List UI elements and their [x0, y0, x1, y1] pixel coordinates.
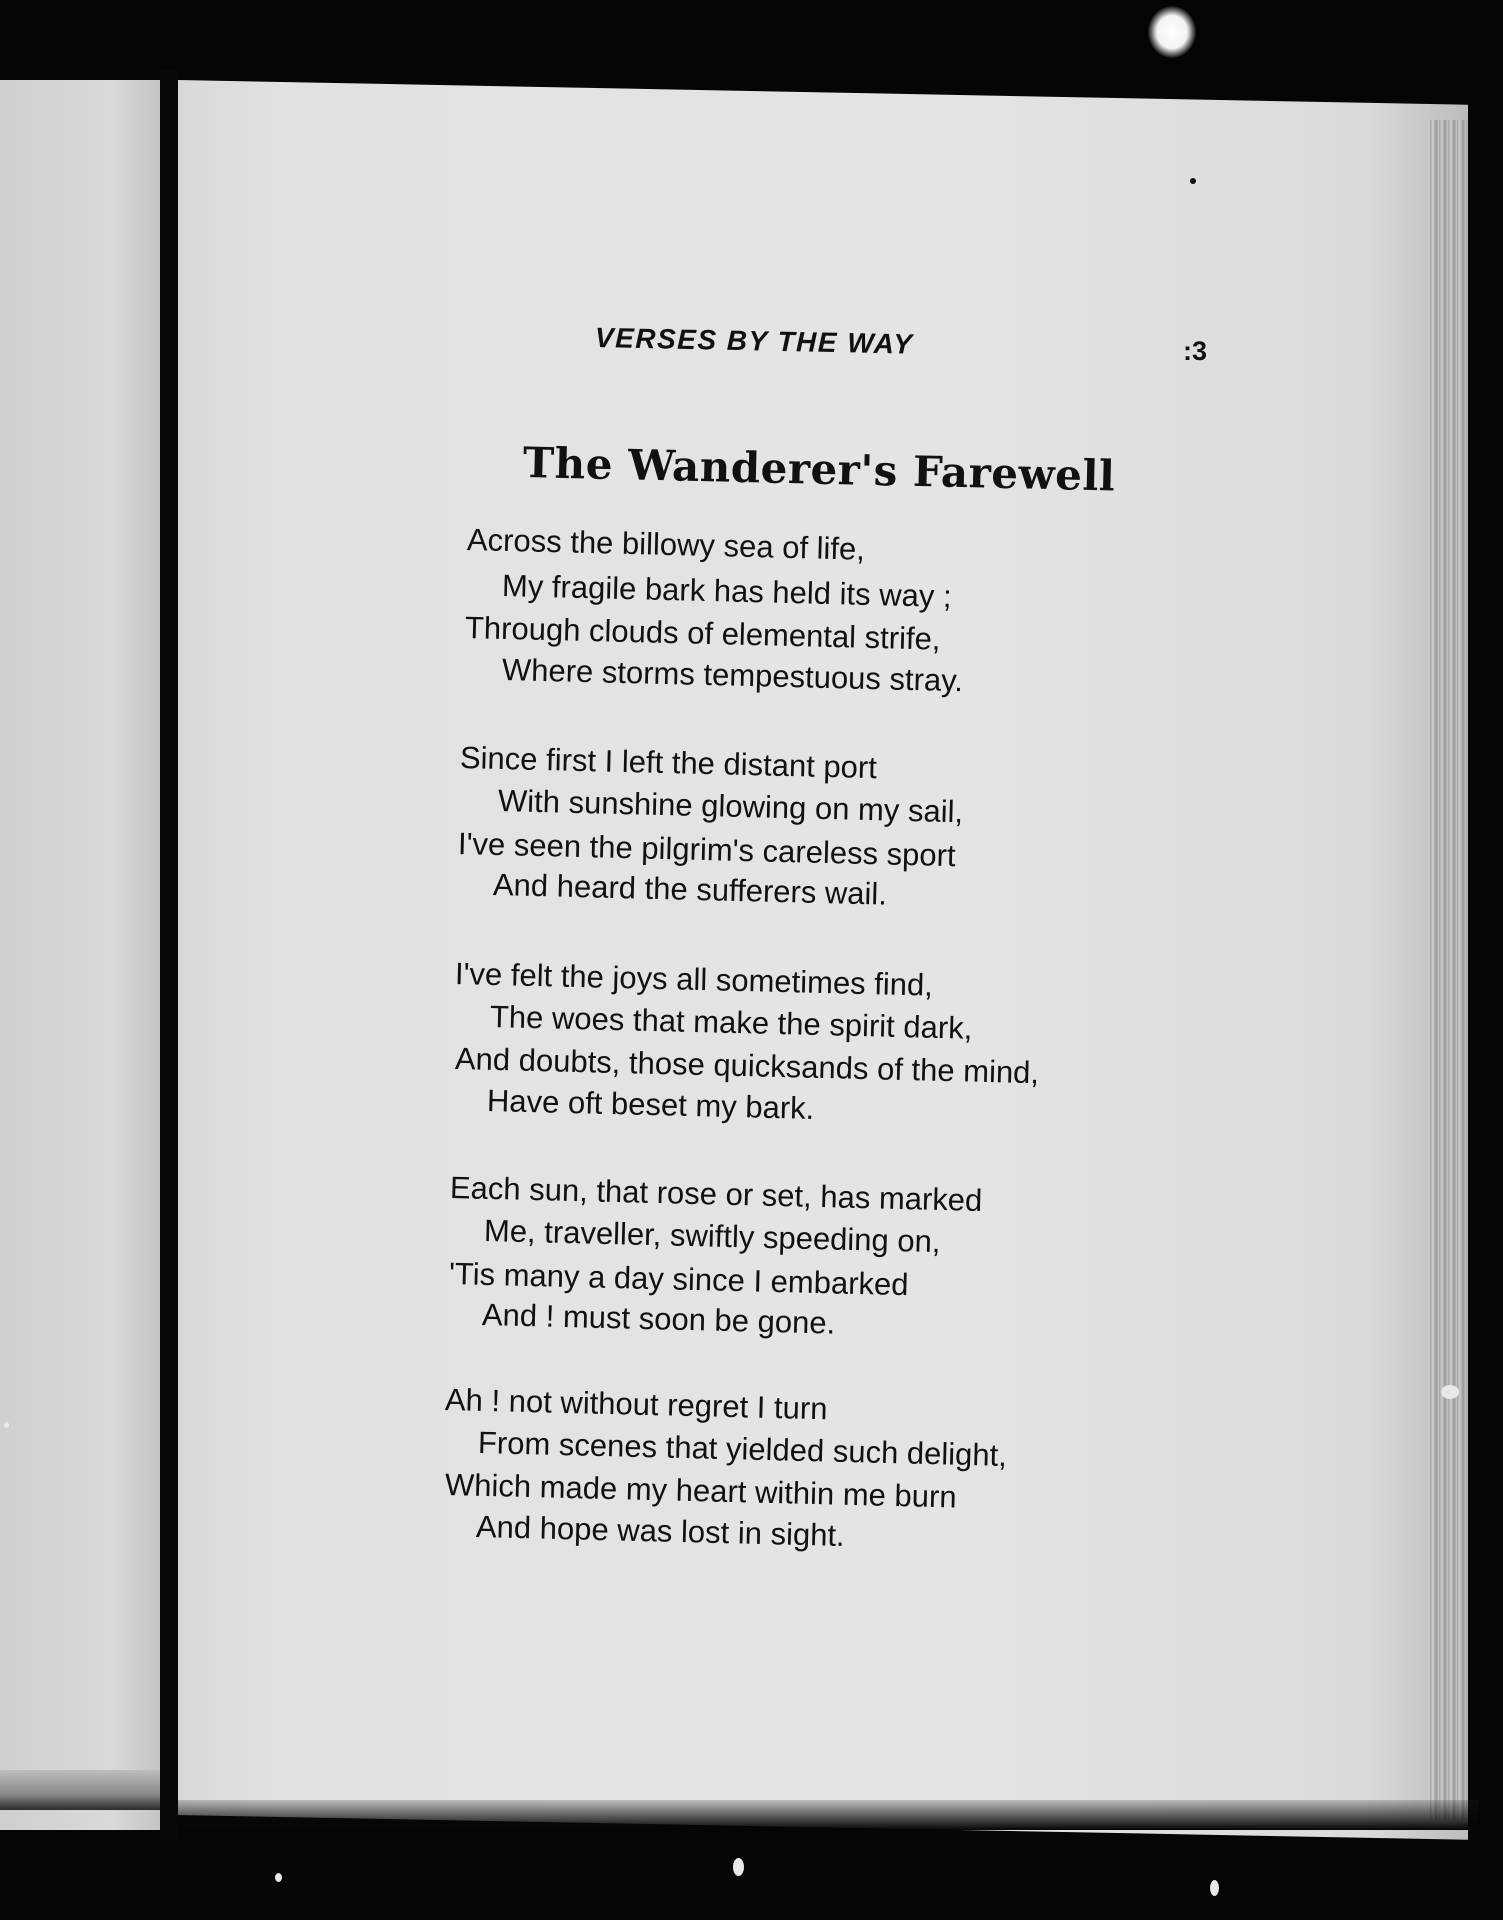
poem-line: My fragile bark has held its way ;	[501, 568, 952, 614]
running-head: VERSES BY THE WAY	[594, 322, 914, 360]
poem-line: And heard the sufferers wail.	[492, 867, 888, 912]
poem-title: The Wanderer's Farewell	[522, 438, 1116, 501]
poem-line: Have oft beset my bark.	[486, 1083, 815, 1126]
poem-line: Across the billowy sea of life,	[466, 522, 866, 567]
poem-line: Ah ! not without regret I turn	[444, 1382, 828, 1427]
poem-line: Where storms tempestuous stray.	[501, 652, 964, 699]
poem-line: 'Tis many a day since I embarked	[448, 1256, 909, 1303]
poem-line: I've felt the joys all sometimes find,	[454, 956, 934, 1003]
poem-line: And doubts, those quicksands of the mind,	[454, 1041, 1040, 1091]
poem-line: Through clouds of elemental strife,	[464, 610, 941, 657]
poem-line: Which made my heart within me burn	[444, 1467, 957, 1515]
poem-line: And ! must soon be gone.	[481, 1297, 836, 1341]
poem-line: Each sun, that rose or set, has marked	[449, 1170, 983, 1219]
poem-line: I've seen the pilgrim's careless sport	[457, 826, 957, 874]
poem-line: From scenes that yielded such delight,	[477, 1425, 1008, 1473]
poem-line: Me, traveller, swiftly speeding on,	[483, 1213, 941, 1260]
poem-line: And hope was lost in sight.	[475, 1509, 846, 1554]
poem-line: The woes that make the spirit dark,	[489, 999, 973, 1046]
poem-line: With sunshine glowing on my sail,	[497, 783, 964, 830]
page-number: :3	[1183, 336, 1208, 366]
poem-line: Since first I left the distant port	[459, 740, 878, 786]
